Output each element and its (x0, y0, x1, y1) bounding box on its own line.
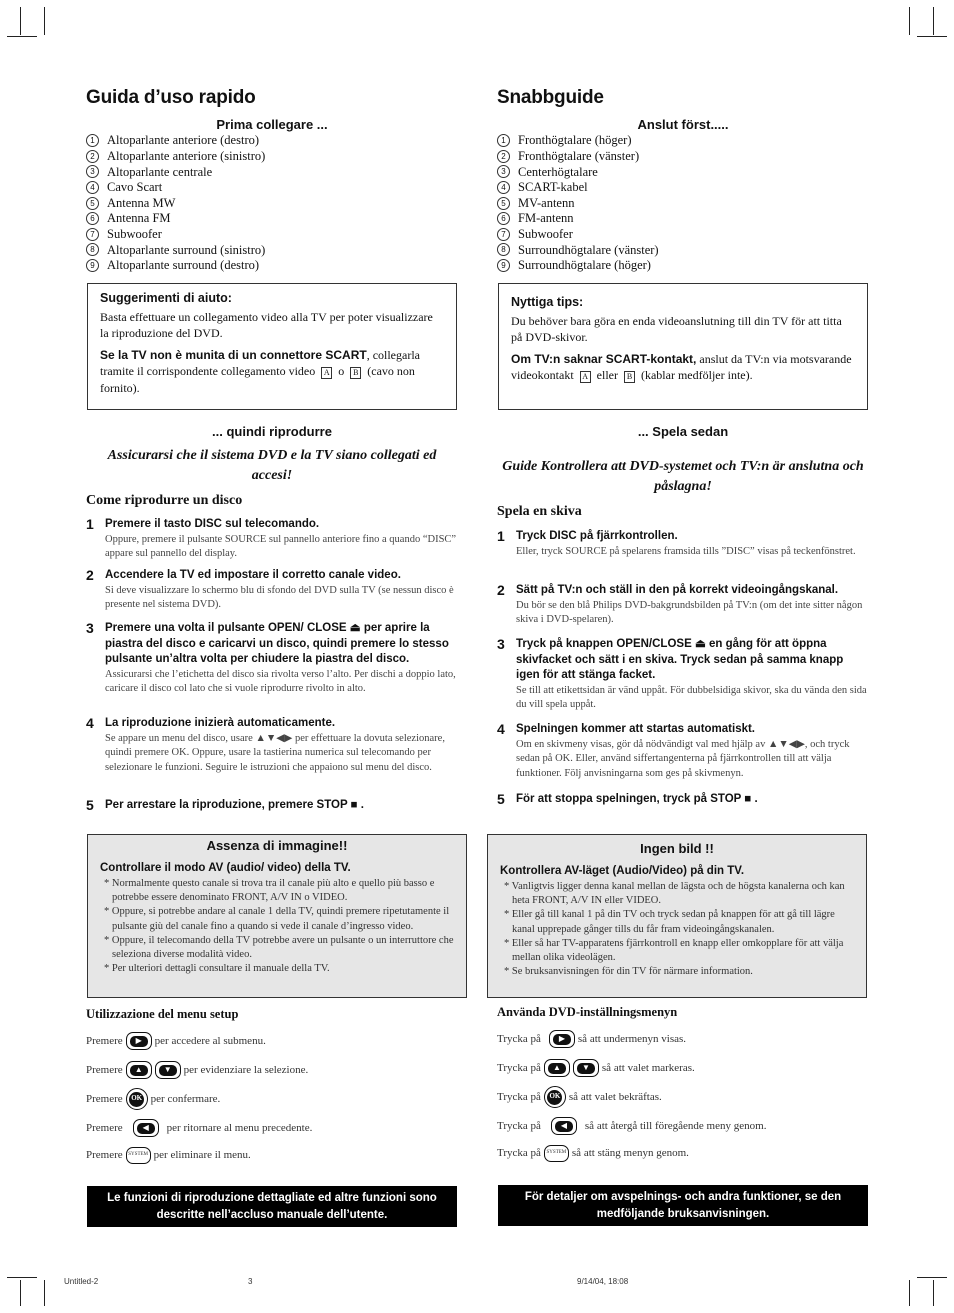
list-item: * Normalmente questo canale si trova tra il canale più alto e quello più basso e potrebbe essere denominato FRONT, A/V IN o VIDEO. (104, 878, 435, 904)
menu-row-text: så att återgå till föregående meny genom. (584, 1119, 767, 1132)
crop-mark (933, 7, 934, 35)
print-date: 9/14/04, 18:08 (577, 1277, 629, 1286)
crop-mark (909, 1280, 910, 1306)
footer-note: Le funzioni di riproduzione dettagliate ed altre funzioni sono descritte nell’accluso manuale dell’utente. (87, 1186, 457, 1227)
part-label: FM-antenn (518, 211, 574, 226)
number-badge: 7 (497, 228, 510, 241)
step-number: 5 (86, 797, 94, 813)
page-number: 3 (248, 1277, 253, 1286)
step-title: Premere il tasto DISC sul telecomando. (105, 518, 320, 530)
menu-row (86, 1061, 308, 1079)
list-item: * Vanligtvis ligger denna kanal mellan de lägsta och de högsta kanalerna och kan heta FRONT, A/V IN eller VIDEO. (504, 881, 845, 907)
number-badge: 6 (497, 212, 510, 225)
howto-heading: Spela en skiva (497, 504, 582, 519)
crop-mark (20, 1280, 21, 1306)
number-badge: 8 (86, 243, 99, 256)
left-arrow-button-icon: ◀ (133, 1119, 159, 1137)
menu-row (86, 1119, 312, 1137)
connect-heading: Prima collegare ... (216, 117, 328, 132)
step (86, 568, 458, 613)
number-badge: 1 (497, 134, 510, 147)
tips-text: Om TV:n saknar SCART-kontakt, anslut da TV:n via motsvarande videokontakt A eller B (kablar medföljer inte). (511, 352, 852, 383)
no-image-subtitle: Kontrollera AV-läget (Audio/Video) på din TV. (500, 864, 745, 877)
list-item (86, 227, 265, 243)
tips-title: Suggerimenti di aiuto: (100, 291, 232, 305)
number-badge: 4 (497, 181, 510, 194)
list-item (86, 149, 265, 165)
down-arrow-button-icon: ▼ (573, 1059, 599, 1077)
ok-button-icon: OK (544, 1086, 566, 1108)
menu-row-prefix: Trycka på (497, 1061, 541, 1074)
part-label: Fronthögtalare (vänster) (518, 148, 640, 163)
parts-list (86, 133, 265, 273)
step-number: 2 (86, 567, 94, 583)
menu-row-prefix: Trycka på (497, 1032, 541, 1045)
menu-row-text: så att undermenyn visas. (577, 1032, 687, 1045)
step (497, 792, 869, 808)
number-badge: 9 (497, 259, 510, 272)
page-title: Guida d’uso rapido (86, 87, 256, 108)
no-image-list (488, 880, 866, 979)
part-label: SCART-kabel (518, 180, 588, 195)
crop-mark (909, 7, 910, 35)
no-image-subtitle: Controllare il modo AV (audio/ video) della TV. (100, 861, 351, 874)
part-label: Subwoofer (107, 226, 162, 241)
step-title: Premere una volta il pulsante OPEN/ CLOSE ⏏ per aprire la piastra del disco e caricarvi un disco, quindi premere lo stesso pulsante un’altra volta per chiudere la piastra del disco. (105, 622, 449, 666)
no-image-list (88, 877, 466, 976)
list-item (497, 180, 659, 196)
list-item (86, 242, 265, 258)
list-item: * Oppure, il telecomando della TV potrebbe avere un pulsante o un interruttore che seleziona diverse modalità video. (104, 934, 454, 960)
step-number: 3 (497, 636, 505, 652)
down-arrow-button-icon: ▼ (155, 1061, 181, 1079)
step (497, 529, 869, 559)
number-badge: 8 (497, 243, 510, 256)
step-desc: Om en skivmeny visas, gör då nödvändigt val med hjälp av ▲▼◀▶, och tryck sedan på OK. Eller, använd siffertangenterna på fjärrkontrollen till att välja funktioner. Följ anvisningarna som ges på skivmenyn. (516, 738, 850, 779)
part-label: Antenna FM (107, 211, 171, 226)
play-heading: ... quindi riprodurre (212, 424, 332, 439)
tips-text: Basta effettuare un collegamento video alla TV per poter visualizzare la riproduzione del DVD. (100, 309, 433, 341)
menu-row-prefix: Premere (86, 1063, 123, 1076)
part-label: Altoparlante anteriore (sinistro) (107, 148, 266, 163)
part-label: Altoparlante surround (destro) (107, 258, 260, 273)
list-item: * Oppure, si potrebbe andare al canale 1 della TV, quindi premere ripetutamente il pulsante giù del canale fino a quando si vede il canale d’ingresso video. (104, 906, 450, 932)
list-item (497, 211, 659, 227)
connector-a-label: A (580, 371, 591, 383)
menu-row-text: per accedere al submenu. (154, 1034, 266, 1047)
no-image-title: Ingen bild !! (640, 841, 714, 856)
step-title: Accendere la TV ed impostare il corretto canale video. (105, 569, 401, 581)
number-badge: 2 (497, 150, 510, 163)
crop-mark (7, 36, 37, 37)
list-item (86, 195, 265, 211)
step-title: Tryck på knappen OPEN/CLOSE ⏏ en gång för att öppna skivfacket och sätt i en skiva. Tryck sedan på samma knapp igen för att stänga facket. (516, 638, 844, 682)
step (497, 583, 869, 628)
step-title: För att stoppa spelningen, tryck på STOP ■ . (516, 793, 758, 805)
part-label: Altoparlante centrale (107, 164, 213, 179)
crop-mark (917, 1277, 947, 1278)
step-number: 1 (497, 528, 505, 544)
menu-row-text: per eliminare il menu. (153, 1149, 251, 1162)
no-image-box (487, 834, 867, 998)
list-item: * Per ulteriori dettagli consultare il manuale della TV. (104, 963, 330, 975)
number-badge: 1 (86, 134, 99, 147)
step-desc: Se appare un menu del disco, usare ▲▼◀▶ per effettuare la dovuta selezionare, quindi premere OK. Oppure, usare la tastierina numerica sul telecomando per selezionare le funzioni. Seguire le istruzioni che appaiono sul menu del disco. (105, 732, 445, 773)
step-number: 2 (497, 582, 505, 598)
step-desc: Assicurarsi che l’etichetta del disco sia rivolta verso l’alto. Per dischi a doppio lato, caricare il disco col lato che si vuole riprodurre rivolto in alto. (105, 668, 456, 695)
list-item (497, 195, 659, 211)
part-label: Antenna MW (107, 195, 176, 210)
file-name: Untitled-2 (64, 1277, 99, 1286)
step-desc: Du bör se den blå Philips DVD-bakgrundsbilden på TV:n (om det inte sitter någon skiva i DVD-spelaren). (516, 599, 863, 626)
ok-button-icon: OK (126, 1088, 148, 1110)
crop-mark (933, 1280, 934, 1306)
part-label: MV-antenn (518, 195, 575, 210)
tips-text: Se la TV non è munita di un connettore SCART, collegarla tramite il corrispondente collegamento video A o B (cavo non fornito). (100, 348, 420, 395)
step-desc: Se till att etikettsidan är vänd uppåt. För dubbelsidiga skivor, ska du vända den sida du vill spela uppåt. (516, 684, 867, 711)
no-image-box (87, 834, 467, 998)
step-title: Tryck DISC på fjärrkontrollen. (516, 530, 678, 542)
menu-row-text: så att stäng menyn genom. (571, 1147, 689, 1160)
number-badge: 6 (86, 212, 99, 225)
number-badge: 7 (86, 228, 99, 241)
part-label: Altoparlante surround (sinistro) (107, 242, 266, 257)
page-title: Snabbguide (497, 87, 604, 108)
number-badge: 5 (497, 197, 510, 210)
step-title: Per arrestare la riproduzione, premere STOP ■ . (105, 799, 364, 811)
ensure-note: Assicurarsi che il sistema DVD e la TV siano collegati ed accesi! (107, 448, 437, 483)
list-item (497, 149, 659, 165)
part-label: Cavo Scart (107, 180, 163, 195)
step-number: 4 (86, 715, 94, 731)
crop-mark (917, 36, 947, 37)
menu-heading: Utilizzazione del menu setup (86, 1007, 239, 1021)
howto-heading: Come riprodurre un disco (86, 493, 243, 508)
step-number: 1 (86, 516, 94, 532)
menu-row (497, 1117, 766, 1135)
number-badge: 2 (86, 150, 99, 163)
menu-row-text: per ritornare al menu precedente. (166, 1121, 313, 1134)
menu-row-prefix: Trycka på (497, 1147, 541, 1160)
list-item: * Se bruksanvisningen för din TV för närmare information. (504, 966, 753, 978)
menu-row (497, 1059, 695, 1077)
list-item (86, 133, 265, 149)
list-item (86, 211, 265, 227)
crop-mark (7, 1277, 37, 1278)
step-desc: Si deve visualizzare lo schermo blu di sfondo del DVD sulla TV (se nessun disco è presente nel sistema DVD). (105, 584, 454, 611)
list-item (497, 164, 659, 180)
step-number: 4 (497, 721, 505, 737)
tips-title: Nyttiga tips: (511, 295, 584, 309)
list-item: * Eller så har TV-apparatens fjärrkontroll en knapp eller omkopplare för att välja mellan olika videolägen. (504, 937, 844, 963)
step (86, 798, 458, 814)
part-label: Surroundhögtalare (höger) (518, 258, 651, 273)
step (86, 716, 458, 776)
menu-row-text: så att valet markeras. (601, 1061, 695, 1074)
step-desc: Eller, tryck SOURCE på spelarens framsida tills ”DISC” visas på teckenfönstret. (516, 545, 856, 557)
no-image-title: Assenza di immagine!! (206, 838, 348, 853)
list-item (497, 133, 659, 149)
number-badge: 3 (86, 165, 99, 178)
menu-row (497, 1086, 662, 1108)
number-badge: 5 (86, 197, 99, 210)
number-badge: 3 (497, 165, 510, 178)
list-item (86, 258, 265, 274)
ensure-note: Guide Kontrollera att DVD-systemet och TV:n är anslutna och påslagna! (502, 459, 864, 494)
list-item (497, 258, 659, 274)
parts-list (497, 133, 659, 273)
step-title: La riproduzione inizierà automaticamente. (105, 717, 336, 729)
part-label: Subwoofer (518, 226, 573, 241)
step (497, 722, 869, 782)
step-desc: Oppure, premere il pulsante SOURCE sul pannello anteriore fino a quando “DISC” appare sul pannello del display. (105, 533, 457, 560)
menu-row-prefix: Premere (86, 1092, 123, 1105)
menu-row-text: per evidenziare la selezione. (183, 1063, 309, 1076)
menu-row-prefix: Trycka på (497, 1119, 541, 1132)
tips-text: Du behöver bara göra en enda videoanslutning till din TV för att titta på DVD-skivor. (511, 313, 842, 345)
crop-mark (44, 7, 45, 35)
step (497, 637, 869, 713)
part-label: Fronthögtalare (höger) (518, 133, 632, 148)
left-arrow-button-icon: ◀ (551, 1117, 577, 1135)
menu-row (86, 1088, 220, 1110)
list-item: * Eller gå till kanal 1 på din TV och tryck sedan på knappen för att gå till lägre kanal upprepade gånger tills du får fram videoingångskanalen. (504, 909, 835, 935)
right-arrow-button-icon: ▶ (126, 1032, 152, 1050)
connector-b-label: B (624, 371, 635, 383)
menu-row (86, 1147, 251, 1164)
step-number: 5 (497, 791, 505, 807)
right-arrow-button-icon: ▶ (549, 1030, 575, 1048)
menu-row (497, 1145, 689, 1162)
crop-mark (44, 1280, 45, 1306)
list-item (86, 180, 265, 196)
menu-row (86, 1032, 266, 1050)
step-number: 3 (86, 620, 94, 636)
system-button-icon: SYSTEM (126, 1147, 151, 1164)
menu-row-text: per confermare. (150, 1092, 221, 1105)
menu-row-prefix: Premere (86, 1034, 123, 1047)
footer-note: För detaljer om avspelnings- och andra funktioner, se den medföljande bruksanvisningen. (498, 1185, 868, 1226)
connect-heading: Anslut först..... (637, 117, 729, 132)
step (86, 621, 458, 697)
connector-a-label: A (321, 367, 332, 379)
crop-mark (20, 7, 21, 35)
list-item (497, 227, 659, 243)
up-arrow-button-icon: ▲ (126, 1061, 152, 1079)
part-label: Centerhögtalare (518, 164, 598, 179)
list-item (86, 164, 265, 180)
part-label: Surroundhögtalare (vänster) (518, 242, 659, 257)
menu-row-text: så att valet bekräftas. (568, 1090, 662, 1103)
menu-row-prefix: Premere (86, 1121, 123, 1134)
menu-row-prefix: Premere (86, 1149, 123, 1162)
step (86, 517, 458, 562)
number-badge: 9 (86, 259, 99, 272)
play-heading: ... Spela sedan (637, 424, 729, 439)
menu-heading: Använda DVD-inställningsmenyn (497, 1005, 678, 1019)
menu-row (497, 1030, 686, 1048)
tips-box (87, 283, 457, 410)
part-label: Altoparlante anteriore (destro) (107, 133, 260, 148)
list-item (497, 242, 659, 258)
number-badge: 4 (86, 181, 99, 194)
tips-box (498, 283, 868, 410)
connector-b-label: B (350, 367, 361, 379)
menu-row-prefix: Trycka på (497, 1090, 541, 1103)
step-title: Sätt på TV:n och ställ in den på korrekt videoingångskanal. (516, 584, 839, 596)
up-arrow-button-icon: ▲ (544, 1059, 570, 1077)
step-title: Spelningen kommer att startas automatiskt. (516, 723, 756, 735)
system-button-icon: SYSTEM (544, 1145, 569, 1162)
